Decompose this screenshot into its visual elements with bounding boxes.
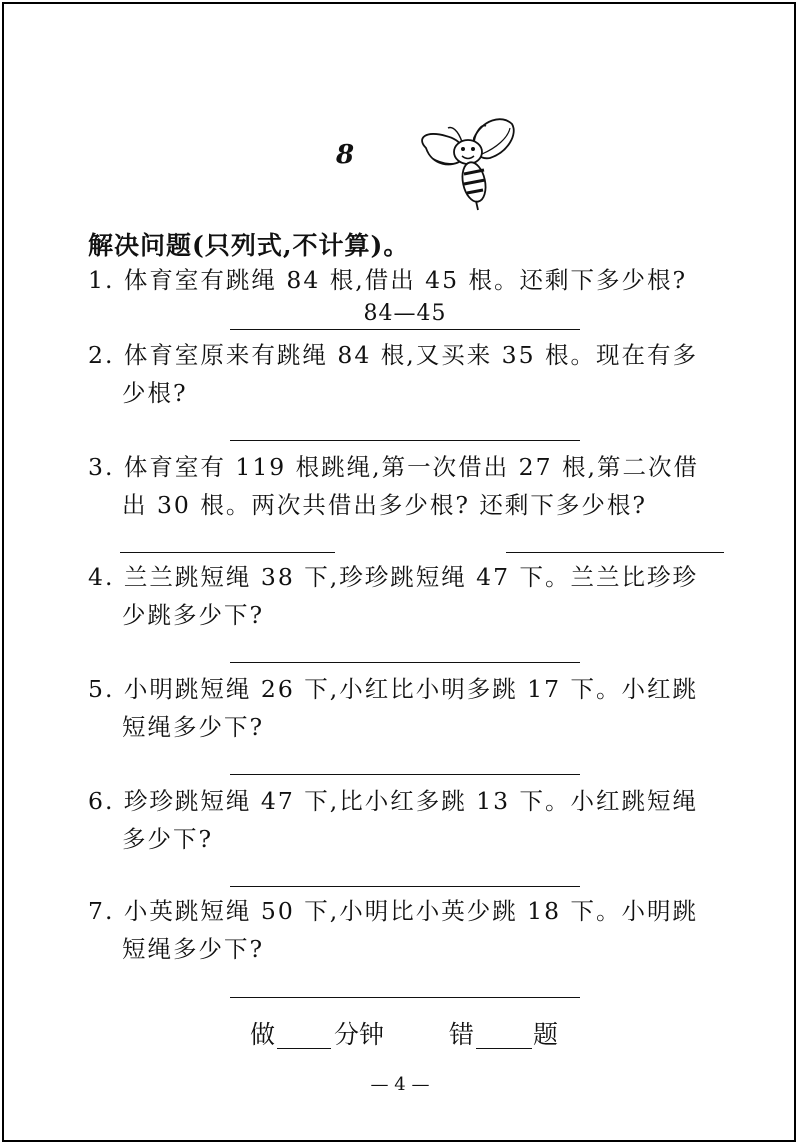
wrong-count-blank[interactable] — [476, 1048, 532, 1049]
question-7-line-1: 7. 小英跳短绳 50 下,小明比小英少跳 18 下。小明跳 — [88, 897, 699, 925]
minutes-blank[interactable] — [277, 1048, 331, 1049]
question-5-line-2: 短绳多少下? — [122, 713, 265, 741]
section-heading: 解决问题(只列式,不计算)。 — [88, 231, 410, 260]
question-7-answer-line[interactable] — [230, 997, 580, 998]
question-5-answer-line[interactable] — [230, 774, 580, 775]
section-number: 8 — [336, 140, 355, 170]
question-3-line-1: 3. 体育室有 119 根跳绳,第一次借出 27 根,第二次借 — [88, 453, 699, 481]
question-4-answer-line[interactable] — [230, 662, 580, 663]
question-1-line-1: 1. 体育室有跳绳 84 根,借出 45 根。还剩下多少根? — [88, 266, 688, 294]
question-2-answer-line[interactable] — [230, 440, 580, 441]
question-1-answer: 84—45 — [363, 301, 447, 326]
footer-wrong-label: 错 — [449, 1020, 475, 1049]
question-3-line-2: 出 30 根。两次共借出多少根? 还剩下多少根? — [122, 491, 648, 519]
question-2-line-1: 2. 体育室原来有跳绳 84 根,又买来 35 根。现在有多 — [88, 341, 699, 369]
question-6-line-2: 多少下? — [122, 825, 214, 853]
footer-minutes-label: 分钟 — [334, 1020, 385, 1049]
question-7-line-2: 短绳多少下? — [122, 935, 265, 963]
question-5-line-1: 5. 小明跳短绳 26 下,小红比小明多跳 17 下。小红跳 — [88, 675, 699, 703]
question-3-answer-line-1[interactable] — [120, 552, 335, 553]
question-4-line-2: 少跳多少下? — [122, 601, 265, 629]
question-6-line-1: 6. 珍珍跳短绳 47 下,比小红多跳 13 下。小红跳短绳 — [88, 787, 699, 815]
footer-do-label: 做 — [250, 1020, 276, 1049]
page-number: — 4 — — [370, 1074, 430, 1095]
bee-illustration — [412, 108, 518, 212]
footer-questions-label: 题 — [533, 1020, 559, 1049]
question-3-answer-line-2[interactable] — [506, 552, 724, 553]
question-1-answer-line[interactable] — [230, 329, 580, 330]
question-2-line-2: 少根? — [122, 379, 188, 407]
question-4-line-1: 4. 兰兰跳短绳 38 下,珍珍跳短绳 47 下。兰兰比珍珍 — [88, 563, 699, 591]
question-6-answer-line[interactable] — [230, 886, 580, 887]
